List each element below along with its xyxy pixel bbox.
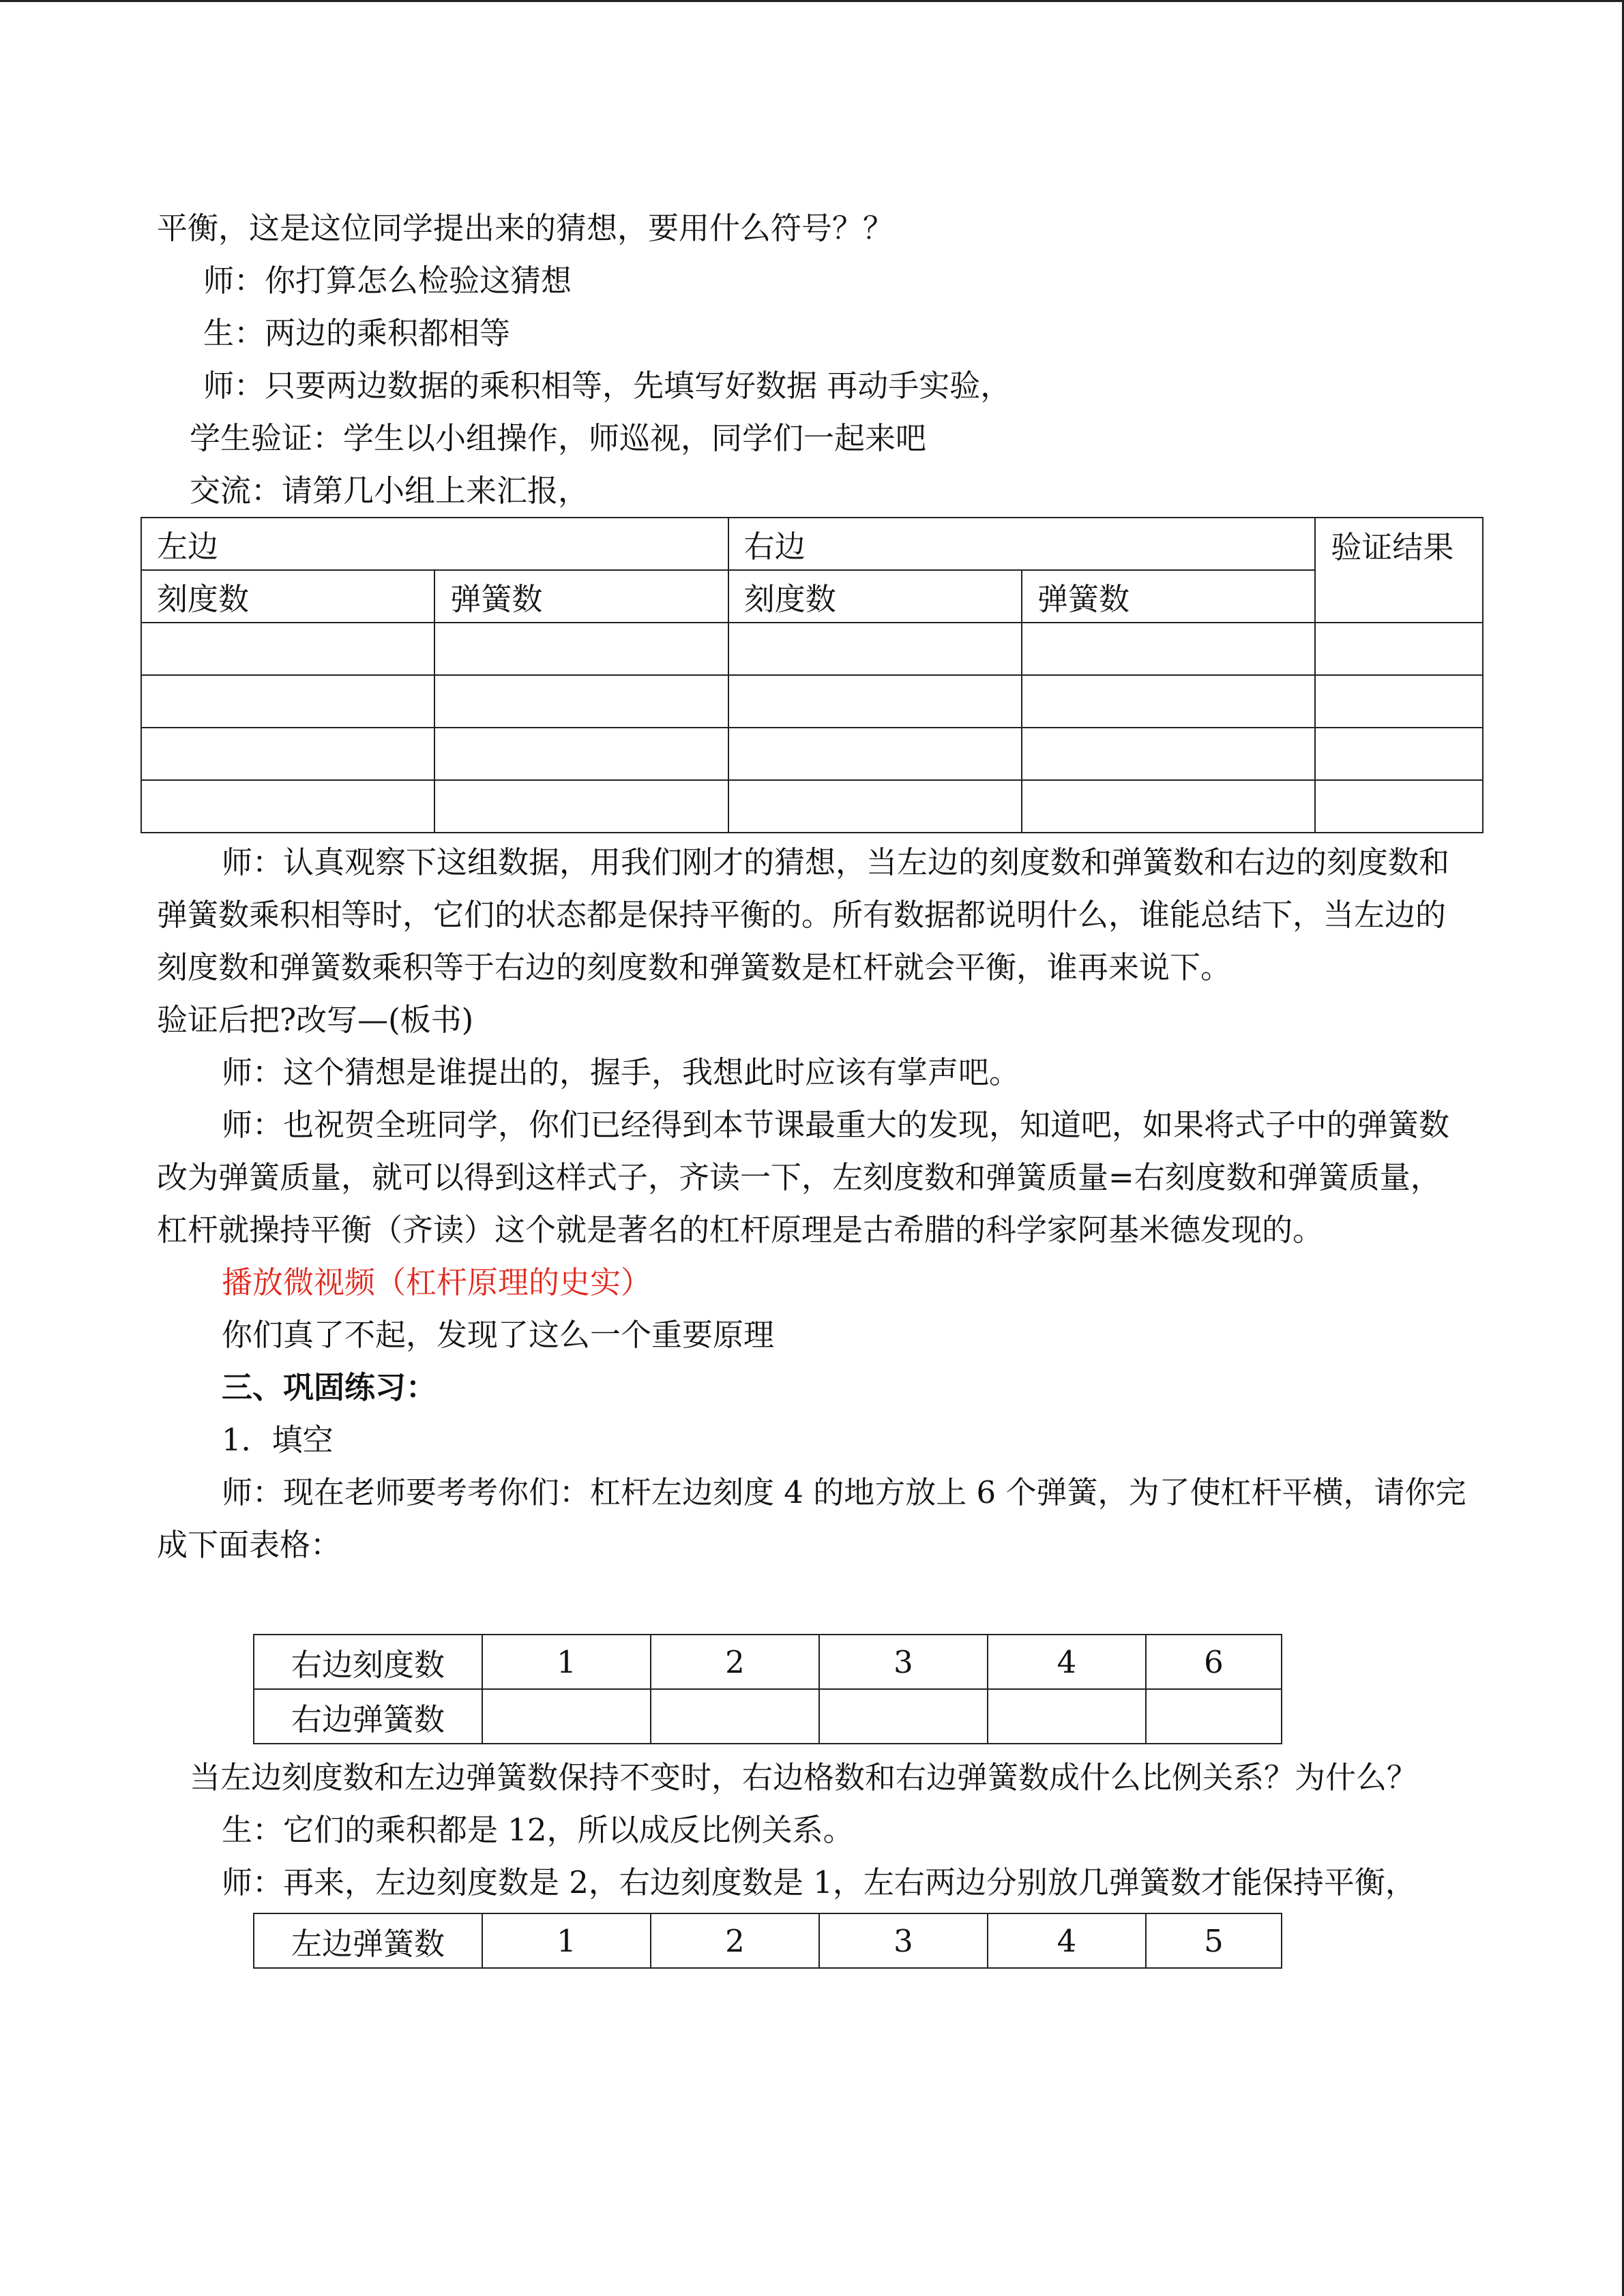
table-cell bbox=[434, 728, 728, 780]
row-label-right-scale: 右边刻度数 bbox=[254, 1635, 482, 1689]
table-row bbox=[141, 675, 1483, 728]
paragraph-student-product-12: 生：它们的乘积都是 12，所以成反比例关系。 bbox=[222, 1812, 854, 1848]
table-cell bbox=[728, 675, 1022, 728]
table-cell bbox=[141, 675, 434, 728]
table-cell bbox=[728, 780, 1022, 833]
paragraph-teacher-fill-data: 师：只要两边数据的乘积相等，先填写好数据 再动手实验， bbox=[203, 368, 1012, 404]
spacer bbox=[157, 1571, 1466, 1626]
header-verify-result: 验证结果 bbox=[1315, 518, 1483, 623]
table-row-subheader bbox=[141, 570, 1483, 623]
table-cell: 3 bbox=[819, 1913, 988, 1968]
table-row bbox=[254, 1635, 1282, 1689]
paragraph-observe-data: 师：认真观察下这组数据，用我们刚才的猜想，当左边的刻度数和弹簧数和右边的刻度数和弹簧数乘积相等时，它们的状态都是保持平衡的。所有数据都说明什么，谁能总结下，当左边的刻度数和弹簧数乘积等于右边的刻度数和弹簧数是杠杆就会平衡，谁再来说下。 bbox=[157, 844, 1450, 985]
paragraph-play-video: 播放微视频（杠杆原理的史实） bbox=[222, 1264, 652, 1300]
subheader-right-scale: 刻度数 bbox=[728, 570, 1022, 623]
table-cell bbox=[1315, 780, 1483, 833]
table-row bbox=[141, 623, 1483, 675]
table-cell bbox=[819, 1689, 988, 1744]
table-cell bbox=[1022, 675, 1315, 728]
paragraph-fill-blank: 1．填空 bbox=[222, 1422, 334, 1458]
header-left-side: 左边 bbox=[141, 518, 728, 570]
table-cell: 3 bbox=[819, 1635, 988, 1689]
table-cell bbox=[434, 675, 728, 728]
paragraph-teacher-test: 师：现在老师要考考你们：杠杆左边刻度 4 的地方放上 6 个弹簧，为了使杠杆平横，请你完成下面表格： bbox=[157, 1474, 1466, 1563]
header-right-side: 右边 bbox=[728, 518, 1316, 570]
paragraph-teacher-how-verify: 师：你打算怎么检验这猜想 bbox=[203, 263, 572, 299]
table-cell: 2 bbox=[651, 1635, 819, 1689]
table-cell bbox=[1022, 728, 1315, 780]
subheader-left-scale: 刻度数 bbox=[141, 570, 434, 623]
paragraph-rewrite-board: 验证后把?改写—(板书) bbox=[157, 1002, 474, 1038]
table-cell bbox=[651, 1689, 819, 1744]
table-cell bbox=[434, 623, 728, 675]
table-cell: 1 bbox=[482, 1635, 651, 1689]
table-cell: 6 bbox=[1146, 1635, 1282, 1689]
table-cell bbox=[1315, 623, 1483, 675]
table-cell bbox=[1315, 675, 1483, 728]
paragraph-congratulate: 师：也祝贺全班同学，你们已经得到本节课最重大的发现，知道吧，如果将式子中的弹簧数改为弹簧质量，就可以得到这样式子，齐读一下，左刻度数和弹簧质量=右刻度数和弹簧质量，杠杆就操持平衡（齐读）这个就是著名的杠杆原理是古希腊的科学家阿基米德发现的。 bbox=[157, 1107, 1450, 1248]
paragraph-great-job: 你们真了不起，发现了这么一个重要原理 bbox=[222, 1317, 775, 1353]
table-row-header bbox=[141, 518, 1483, 570]
table-cell: 4 bbox=[988, 1635, 1146, 1689]
table-cell: 1 bbox=[482, 1913, 651, 1968]
table-cell: 4 bbox=[988, 1913, 1146, 1968]
paragraph-who-proposed: 师：这个猜想是谁提出的，握手，我想此时应该有掌声吧。 bbox=[222, 1054, 1020, 1090]
paragraph-guess-symbol: 平衡，这是这位同学提出来的猜想，要用什么符号？？ bbox=[157, 210, 894, 246]
table-cell bbox=[1022, 780, 1315, 833]
page-border-top bbox=[0, 0, 1624, 2]
paragraph-teacher-again: 师：再来，左边刻度数是 2，右边刻度数是 1，左右两边分别放几弹簧数才能保持平衡， bbox=[222, 1864, 1416, 1900]
table-cell bbox=[141, 728, 434, 780]
table-row bbox=[141, 728, 1483, 780]
paragraph-proportion-question: 当左边刻度数和左边弹簧数保持不变时，右边格数和右边弹簧数成什么比例关系？为什么？ bbox=[190, 1759, 1418, 1795]
table-cell bbox=[1315, 728, 1483, 780]
verification-table bbox=[141, 517, 1483, 833]
table-cell bbox=[434, 780, 728, 833]
subheader-left-spring: 弹簧数 bbox=[434, 570, 728, 623]
table-row bbox=[254, 1689, 1282, 1744]
row-label-right-spring: 右边弹簧数 bbox=[254, 1689, 482, 1744]
row-label-left-spring: 左边弹簧数 bbox=[254, 1913, 482, 1968]
table-cell bbox=[1146, 1689, 1282, 1744]
table-cell bbox=[988, 1689, 1146, 1744]
table-cell bbox=[1022, 623, 1315, 675]
document-body bbox=[157, 202, 1466, 1976]
table-cell bbox=[141, 623, 434, 675]
table-cell: 2 bbox=[651, 1913, 819, 1968]
table-cell: 5 bbox=[1146, 1913, 1282, 1968]
table-row bbox=[141, 780, 1483, 833]
table-row bbox=[254, 1913, 1282, 1968]
left-side-table bbox=[253, 1913, 1282, 1969]
table-cell bbox=[728, 623, 1022, 675]
paragraph-student-product-equal: 生：两边的乘积都相等 bbox=[203, 315, 511, 351]
right-side-table bbox=[253, 1634, 1282, 1744]
section-heading-practice: 三、巩固练习： bbox=[222, 1369, 437, 1405]
table-cell bbox=[482, 1689, 651, 1744]
table-cell bbox=[141, 780, 434, 833]
subheader-right-spring: 弹簧数 bbox=[1022, 570, 1315, 623]
paragraph-student-verify: 学生验证：学生以小组操作，师巡视，同学们一起来吧 bbox=[190, 420, 927, 456]
paragraph-exchange: 交流：请第几小组上来汇报， bbox=[190, 473, 589, 509]
table-cell bbox=[728, 728, 1022, 780]
